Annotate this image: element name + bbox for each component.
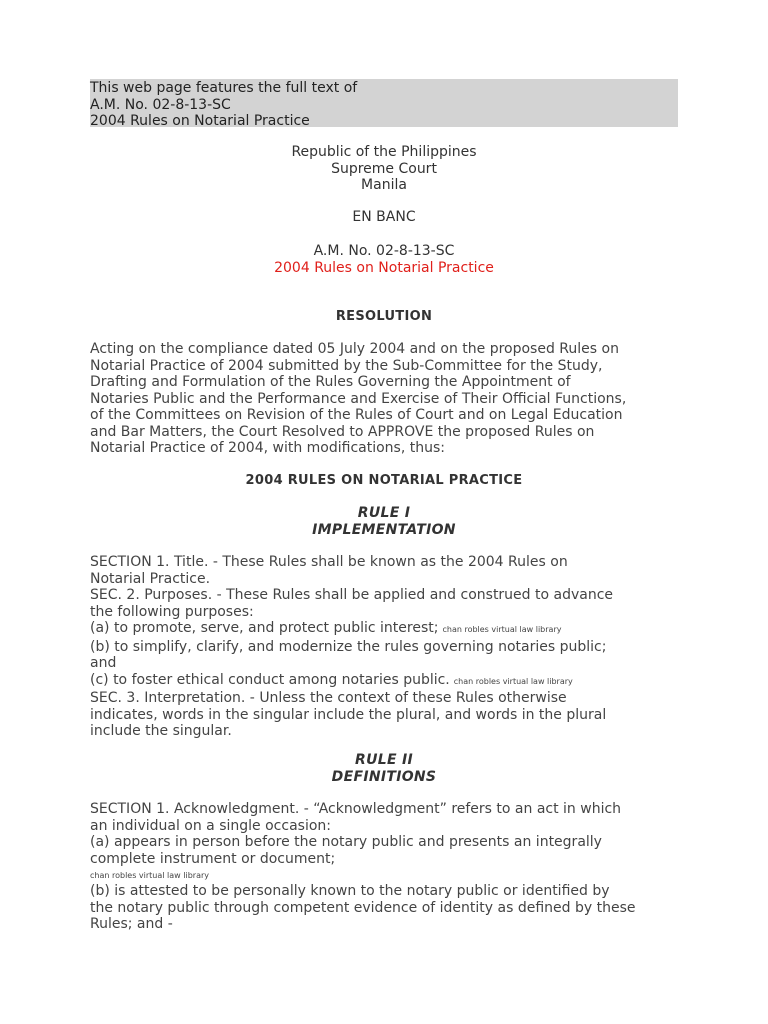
rule-1-line bbox=[90, 723, 678, 740]
rule-1-line bbox=[90, 571, 678, 588]
rule-1-line bbox=[90, 604, 678, 621]
rule-2-line: Rules; and - bbox=[90, 916, 173, 932]
rule-1-heading bbox=[90, 505, 678, 538]
rule-2-body bbox=[90, 801, 678, 933]
resolution-line: Notaries Public and the Performance and Exercise of Their Official Functions, bbox=[90, 390, 627, 407]
rule-1-line bbox=[90, 587, 678, 604]
resolution-line: Notarial Practice of 2004 submitted by the Sub-Committee for the Study, bbox=[90, 357, 603, 374]
rule-2-line: the notary public through competent evidence of identity as defined by these bbox=[90, 899, 636, 916]
caption-court: Supreme Court bbox=[331, 160, 437, 177]
rule-1-line bbox=[90, 554, 678, 571]
header-line-case-no: A.M. No. 02-8-13-SC bbox=[90, 96, 231, 113]
resolution-line: and Bar Matters, the Court Resolved to APPROVE the proposed Rules on bbox=[90, 423, 595, 440]
header-line-title: 2004 Rules on Notarial Practice bbox=[90, 113, 310, 129]
rule-1-text: (c) to foster ethical conduct among notaries public. bbox=[90, 671, 450, 688]
header-box bbox=[90, 79, 678, 127]
rule-1-line bbox=[90, 655, 678, 672]
rule-1-text: include the singular. bbox=[90, 723, 232, 739]
library-watermark-note: chan robles virtual law library bbox=[442, 625, 562, 634]
resolution-line: Notarial Practice of 2004, with modifications, thus: bbox=[90, 440, 445, 456]
rule-1-line bbox=[90, 639, 678, 656]
case-title: 2004 Rules on Notarial Practice bbox=[274, 259, 494, 276]
rule-1-text: (b) to simplify, clarify, and modernize the rules governing notaries public; bbox=[90, 638, 607, 655]
rule-1-name: IMPLEMENTATION bbox=[312, 521, 456, 538]
rule-1-number: RULE I bbox=[357, 505, 411, 521]
caption-city: Manila bbox=[361, 177, 407, 193]
resolution-line: Drafting and Formulation of the Rules Governing the Appointment of bbox=[90, 374, 571, 390]
rule-1-text: SEC. 3. Interpretation. - Unless the context of these Rules otherwise bbox=[90, 690, 567, 706]
rule-1-text: (a) to promote, serve, and protect public interest; bbox=[90, 620, 439, 636]
resolution-line: of the Committees on Revision of the Rules of Court and on Legal Education bbox=[90, 407, 623, 423]
case-number: A.M. No. 02-8-13-SC bbox=[313, 243, 455, 259]
rule-1-text: SEC. 2. Purposes. - These Rules shall be applied and construed to advance bbox=[90, 587, 614, 603]
rule-1-text: the following purposes: bbox=[90, 603, 254, 620]
caption-block bbox=[90, 144, 678, 194]
rule-1-line bbox=[90, 672, 678, 691]
caption-country: Republic of the Philippines bbox=[291, 144, 477, 160]
caption-division: EN BANC bbox=[352, 209, 416, 225]
library-watermark-note: chan robles virtual law library bbox=[453, 676, 573, 686]
case-block bbox=[90, 243, 678, 276]
rule-2-line: complete instrument or document; bbox=[90, 850, 336, 867]
rule-2-line: (a) appears in person before the notary public and presents an integrally bbox=[90, 834, 602, 850]
rule-1-line bbox=[90, 707, 678, 724]
rules-title: 2004 RULES ON NOTARIAL PRACTICE bbox=[245, 473, 523, 488]
header-line-intro: This web page features the full text of bbox=[90, 80, 358, 96]
rule-1-text: SECTION 1. Title. - These Rules shall be known as the 2004 Rules on bbox=[90, 554, 568, 570]
rule-2-line: an individual on a single occasion: bbox=[90, 817, 331, 834]
resolution-line: Acting on the compliance dated 05 July 2004 and on the proposed Rules on bbox=[90, 341, 619, 357]
rule-1-line bbox=[90, 690, 678, 707]
rule-1-text: and bbox=[90, 655, 117, 671]
rule-1-line bbox=[90, 620, 678, 639]
rule-2-line: (b) is attested to be personally known to the notary public or identified by bbox=[90, 883, 610, 899]
library-watermark-note: chan robles virtual law library bbox=[90, 871, 209, 880]
rule-1-body bbox=[90, 554, 678, 740]
rule-1-text: Notarial Practice. bbox=[90, 570, 211, 587]
rule-2-name: DEFINITIONS bbox=[331, 768, 437, 785]
rule-2-line: SECTION 1. Acknowledgment. - “Acknowledgment” refers to an act in which bbox=[90, 801, 622, 817]
resolution-heading: RESOLUTION bbox=[335, 309, 433, 324]
resolution-paragraph bbox=[90, 341, 678, 457]
rule-2-heading bbox=[90, 752, 678, 785]
rule-1-text: indicates, words in the singular include the plural, and words in the plural bbox=[90, 706, 607, 723]
rule-2-number: RULE II bbox=[354, 752, 414, 768]
